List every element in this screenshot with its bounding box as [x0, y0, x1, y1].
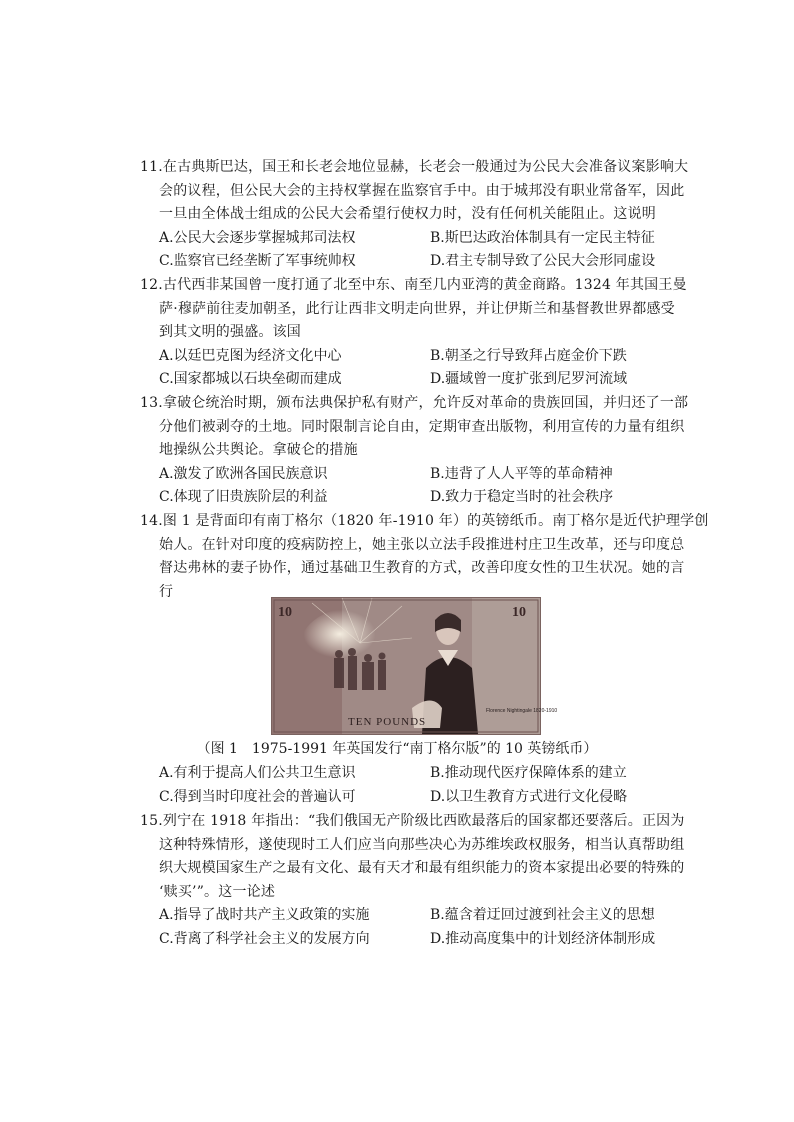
option-b[interactable]: B.推动现代医疗保障体系的建立 [430, 765, 627, 781]
question-14-options-row [140, 762, 680, 786]
question-13-stem-line: 地操纵公共舆论。拿破仑的措施 [159, 442, 358, 458]
option-d[interactable]: D.君主专制导致了公民大会形同虚设 [430, 253, 656, 269]
figure-caption: （图 1 1975-1991 年英国发行“南丁格尔版”的 10 英镑纸币） [196, 741, 598, 757]
option-c[interactable]: C.体现了旧贵族阶层的利益 [159, 489, 328, 505]
question-12-options-row [140, 368, 680, 392]
option-a[interactable]: A.以廷巴克图为经济文化中心 [159, 347, 342, 364]
option-d[interactable]: D.推动高度集中的计划经济体制形成 [430, 930, 656, 947]
option-a[interactable]: A.指导了战时共产主义政策的实施 [159, 907, 370, 923]
question-14-stem-line: 行 [159, 583, 174, 600]
question-12-stem-line: 12.古代西非某国曾一度打通了北至中东、南至几内亚湾的黄金商路。1324 年其国王曼 [140, 277, 687, 293]
question-14-stem-line: 始人。在针对印度的疫病防控上，她主张以立法手段推进村庄卫生改革，还与印度总 [159, 536, 685, 553]
question-11-stem-line: 会的议程，但公民大会的主持权掌握在监察官手中。由于城邦没有职业常备军，因此 [159, 182, 685, 199]
question-11-options-row [140, 227, 680, 251]
option-b[interactable]: B.斯巴达政治体制具有一定民主特征 [430, 229, 655, 246]
question-13-options-row [140, 486, 680, 510]
question-14-options [140, 762, 680, 809]
question-15-options-row [140, 904, 680, 928]
option-c[interactable]: C.得到当时印度社会的普遍认可 [159, 788, 356, 805]
question-12-options-row [140, 345, 680, 369]
option-c[interactable]: C.背离了科学社会主义的发展方向 [159, 930, 370, 947]
question-15-stem-line: 15.列宁在 1918 年指出：“我们俄国无产阶级比西欧最落后的国家都还要落后。正因为 [140, 813, 685, 829]
banknote-corner-value-right: 10 [512, 605, 526, 620]
option-a[interactable]: A.公民大会逐步掌握城邦司法权 [159, 229, 356, 246]
question-12-stem-line: 到其文明的强盛。该国 [159, 324, 301, 340]
question-14-options-row [140, 786, 680, 810]
question-11-options-row [140, 250, 680, 274]
banknote-image [271, 597, 558, 735]
question-15-options-row [140, 928, 680, 952]
question-15-stem-line: 织大规模国家生产之最有文化、最有天才和最有组织能力的资本家提出必要的特殊的 [159, 860, 685, 876]
option-d[interactable]: D.以卫生教育方式进行文化侵略 [430, 788, 628, 805]
question-12-stem-line: 萨·穆萨前往麦加朝圣，此行让西非文明走向世界，并让伊斯兰和基督教世界都感受 [159, 300, 675, 317]
question-13-options-row [140, 463, 680, 487]
banknote-corner-value-left: 10 [278, 605, 292, 620]
option-c[interactable]: C.国家都城以石块垒砌而建成 [159, 371, 342, 387]
option-b[interactable]: B.蕴含着迂回过渡到社会主义的思想 [430, 907, 655, 923]
option-d[interactable]: D.疆域曾一度扩张到尼罗河流域 [430, 371, 628, 387]
option-a[interactable]: A.有利于提高人们公共卫生意识 [159, 765, 356, 781]
question-11 [140, 156, 689, 274]
question-14-stem-line: 督达弗林的妻子协作，通过基础卫生教育的方式，改善印度女性的卫生状况。她的言 [159, 560, 685, 576]
option-c[interactable]: C.监察官已经垄断了军事统帅权 [159, 253, 356, 269]
option-b[interactable]: B.朝圣之行导致拜占庭金价下跌 [430, 347, 627, 364]
question-13-stem-line: 分他们被剥夺的土地。同时限制言论自由，定期审查出版物，利用宣传的力量有组织 [159, 418, 685, 435]
option-b[interactable]: B.违背了人人平等的革命精神 [430, 465, 613, 482]
question-13-stem-line: 13.拿破仑统治时期，颁布法典保护私有财产，允许反对革命的贵族回国，并归还了一部 [140, 395, 689, 411]
question-11-stem-line: 11.在古典斯巴达，国王和长老会地位显赫，长老会一般通过为公民大会准备议案影响大 [140, 159, 689, 175]
question-14-stem-line: 14.图 1 是背面印有南丁格尔（1820 年-1910 年）的英镑纸币。南丁格尔是近代护理学创 [140, 513, 709, 529]
banknote-signature-note: Florence Nightingale 1820-1910 [486, 708, 558, 714]
question-14 [140, 510, 709, 604]
question-15-stem-line: ‘赎买’”。这一论述 [159, 883, 276, 900]
banknote-denomination-text: TEN POUNDS [348, 716, 427, 728]
question-15 [140, 810, 685, 951]
question-13 [140, 392, 689, 510]
question-12 [140, 274, 687, 392]
option-a[interactable]: A.激发了欧洲各国民族意识 [159, 465, 328, 482]
option-d[interactable]: D.致力于稳定当时的社会秩序 [430, 489, 614, 505]
question-15-stem-line: 这种特殊情形，遂使现时工人们应当向那些决心为苏维埃政权服务，相当认真帮助组 [159, 836, 685, 853]
banknote-illustration [272, 598, 558, 734]
question-11-stem-line: 一旦由全体战士组成的公民大会希望行使权力时，没有任何机关能阻止。这说明 [159, 206, 656, 222]
